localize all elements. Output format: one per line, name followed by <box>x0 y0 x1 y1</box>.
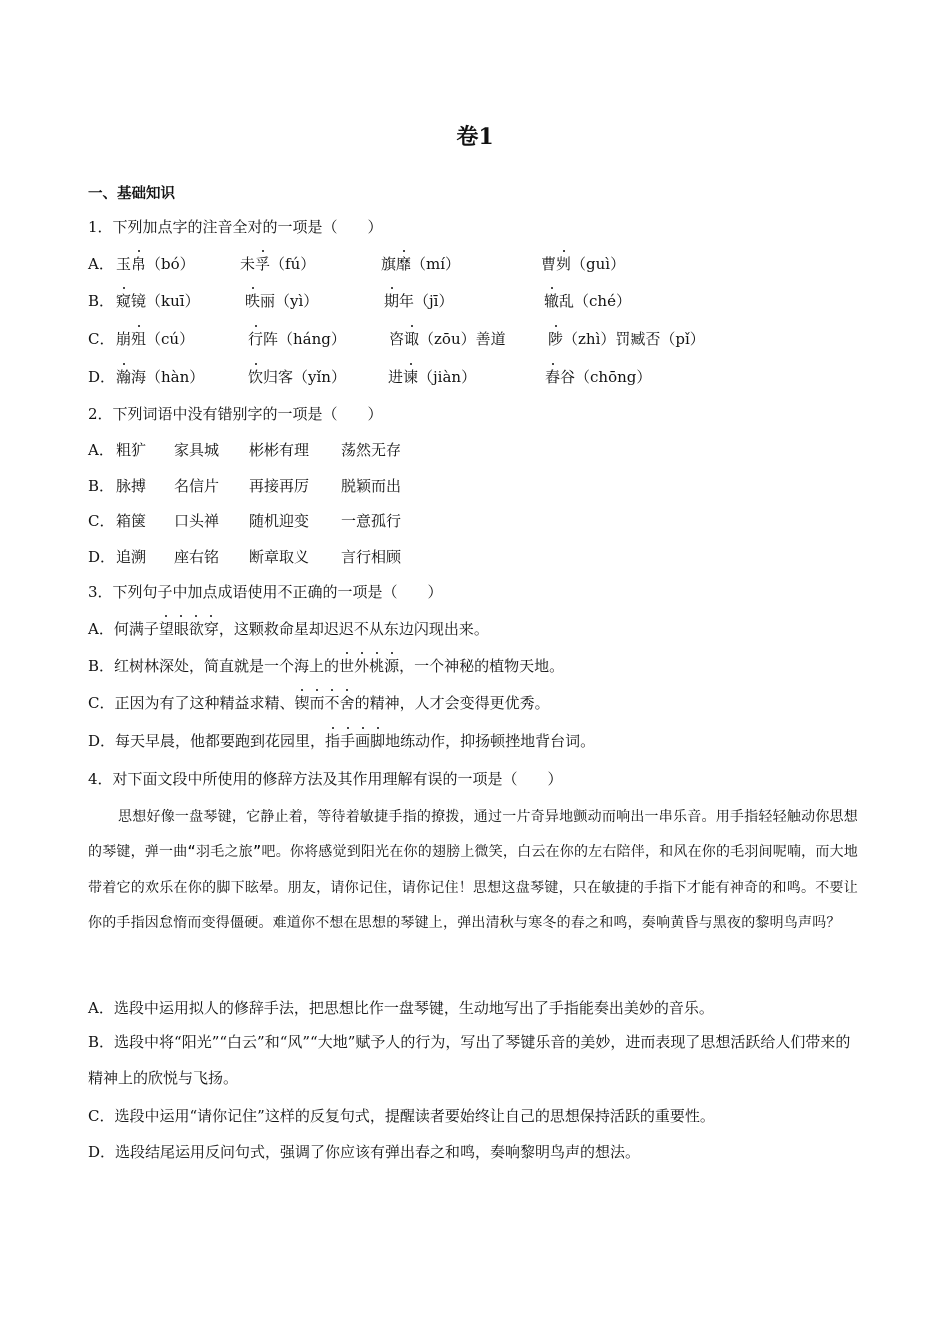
word: 断章取义 <box>249 548 310 566</box>
word: 脱颖而出 <box>341 477 402 495</box>
option-letter: C． <box>88 512 115 530</box>
q3-option-a: A．何满子望眼欲穿，这颗救命星却迟迟不从东边闪现出来。 <box>88 620 489 638</box>
q2-option-c <box>88 510 888 532</box>
word: 脉搏 <box>116 477 147 495</box>
q1-option-a <box>88 253 888 275</box>
q1-c-item-1: 崩殂（cú） <box>116 330 195 348</box>
option-letter: D． <box>88 548 116 566</box>
q1-d-item-1: 瀚海（hàn） <box>116 368 205 386</box>
word: 口头禅 <box>174 512 220 530</box>
page-title: 卷1 <box>456 124 494 150</box>
q3-option-c: C．正因为有了这种精益求精、锲而不舍的精神，人才会变得更优秀。 <box>88 694 550 712</box>
q1-b-item-3: 期年（jī） <box>384 292 454 310</box>
option-letter: B． <box>88 292 115 310</box>
dotted-idiom: 望眼欲穿 <box>158 620 219 638</box>
q4-stem: 4．对下面文段中所使用的修辞方法及其作用理解有误的一项是（ ） <box>88 770 563 788</box>
q4-option-c: C．选段中运用“请你记住”这样的反复句式，提醒读者要始终让自己的思想保持活跃的重要性。 <box>88 1107 715 1125</box>
option-letter: A． <box>88 255 114 273</box>
q1-b-item-1: 窥镜（kuī） <box>116 292 200 310</box>
q1-b-item-4: 辙乱（ché） <box>544 292 631 310</box>
q1-option-b <box>88 290 888 312</box>
q1-d-item-2: 饮归客（yǐn） <box>248 368 346 386</box>
word: 追溯 <box>116 548 147 566</box>
q3-stem: 3．下列句子中加点成语使用不正确的一项是（ ） <box>88 583 443 601</box>
option-letter: B． <box>88 477 115 495</box>
q3-option-b: B．红树林深处，简直就是一个海上的世外桃源，一个神秘的植物天地。 <box>88 657 565 675</box>
q1-c-item-2: 行阵（háng） <box>248 330 346 348</box>
word: 名信片 <box>174 477 220 495</box>
q2-option-d <box>88 546 888 568</box>
q1-c-item-4: 陟（zhì）罚臧否（pǐ） <box>548 330 705 348</box>
option-letter: A． <box>88 441 114 459</box>
q4-option-b: B．选段中将“阳光”“白云”和“风”“大地”赋予人的行为，写出了琴键乐音的美妙，进而表现了思想活跃给人们带来的精神上的欣悦与飞扬。 <box>88 1033 851 1087</box>
q1-b-item-2: 昳丽（yì） <box>245 292 319 310</box>
word: 荡然无存 <box>341 441 402 459</box>
word: 座右铭 <box>174 548 220 566</box>
word: 粗犷 <box>116 441 147 459</box>
q1-option-d <box>88 366 888 388</box>
q2-stem: 2．下列词语中没有错别字的一项是（ ） <box>88 405 383 423</box>
option-letter: D． <box>88 368 116 386</box>
word: 一意孤行 <box>341 512 402 530</box>
word: 随机迎变 <box>249 512 310 530</box>
q4-passage: 思想好像一盘琴键，它静止着，等待着敏捷手指的撩拨，通过一片奇异地颤动而响出一串乐音。用手指轻轻触动你思想的琴键，弹一曲“羽毛之旅”吧。你将感觉到阳光在你的翅膀上微笑，白云在你的左右陪伴，和风在你的毛羽间呢喃，而大地带着它的欢乐在你的脚下眩晕。朋友，请你记住，请你记住！思想这盘琴键，只在敏捷的手指下才能有神奇的和鸣。不要让你的手指因怠惰而变得僵硬。难道你不想在思想的琴键上，弹出清秋与寒冬的春之和鸣，奏响黄昏与黑夜的黎明鸟声吗？ <box>88 809 858 932</box>
section-heading: 一、基础知识 <box>88 186 175 202</box>
q1-a-item-4: 曹刿（guì） <box>541 255 626 273</box>
dotted-idiom: 世外桃源 <box>339 657 400 675</box>
q1-c-item-3: 咨诹（zōu）善道 <box>389 330 506 348</box>
q4-option-a: A．选段中运用拟人的修辞手法，把思想比作一盘琴键，生动地写出了手指能奏出美妙的音乐。 <box>88 999 714 1017</box>
word: 家具城 <box>174 441 220 459</box>
dotted-idiom: 锲而不舍 <box>294 694 355 712</box>
q3-option-d: D．每天早晨，他都要跑到花园里，指手画脚地练动作，抑扬顿挫地背台词。 <box>88 732 596 750</box>
word: 箱箧 <box>116 512 147 530</box>
q1-option-c <box>88 328 888 350</box>
q2-option-b <box>88 475 888 497</box>
word: 言行相顾 <box>341 548 402 566</box>
q1-d-item-3: 进谏（jiàn） <box>388 368 477 386</box>
word: 彬彬有理 <box>249 441 310 459</box>
q4-option-d: D．选段结尾运用反问句式，强调了你应该有弹出春之和鸣，奏响黎明鸟声的想法。 <box>88 1143 641 1161</box>
q1-a-item-1: 玉帛（bó） <box>116 255 195 273</box>
q2-option-a <box>88 439 888 461</box>
word: 再接再厉 <box>249 477 310 495</box>
q1-stem: 1．下列加点字的注音全对的一项是（ ） <box>88 218 383 236</box>
q1-a-item-2: 未孚（fú） <box>240 255 316 273</box>
q1-a-item-3: 旗靡（mí） <box>381 255 461 273</box>
q1-d-item-4: 舂谷（chōng） <box>545 368 652 386</box>
option-letter: C． <box>88 330 115 348</box>
dotted-idiom: 指手画脚 <box>325 732 386 750</box>
